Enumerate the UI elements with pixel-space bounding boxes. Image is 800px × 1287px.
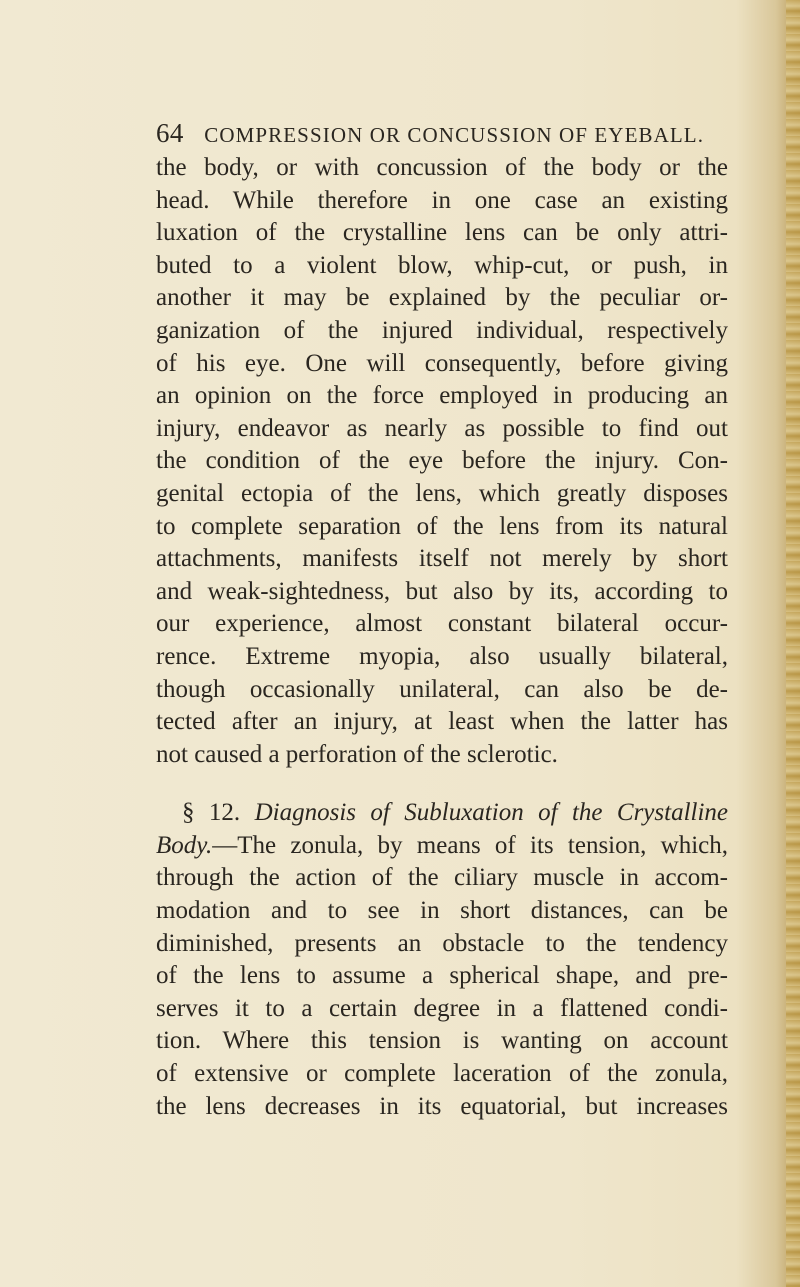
paragraph-gap bbox=[156, 771, 728, 797]
section-text-start: —The zonula, by means of its tension, which, bbox=[212, 831, 728, 859]
text-line: the lens decreases in its equatorial, but increases bbox=[156, 1092, 728, 1120]
text-line: modation and to see in short distances, can be bbox=[156, 897, 728, 925]
section-title: Diagnosis of Subluxation of the Crystalline bbox=[254, 799, 729, 827]
text-line: serves it to a certain degree in a flattened condi- bbox=[156, 994, 728, 1022]
section-title-end: Body. bbox=[156, 831, 213, 859]
text-line: not caused a perforation of the sclerotic. bbox=[156, 740, 558, 768]
text-line: attachments, manifests itself not merely by short bbox=[156, 545, 728, 573]
text-line: the body, or with concussion of the body or the bbox=[156, 154, 728, 181]
text-line: genital ectopia of the lens, which greatly disposes bbox=[156, 479, 728, 507]
page-edge bbox=[786, 0, 800, 1287]
text-line: tion. Where this tension is wanting on account bbox=[156, 1027, 728, 1055]
text-line: injury, endeavor as nearly as possible to find out bbox=[156, 414, 728, 442]
page-number: 64 bbox=[156, 118, 184, 148]
text-line: buted to a violent blow, whip-cut, or push, in bbox=[156, 251, 728, 279]
section-heading-line bbox=[156, 797, 728, 830]
section-marker: § 12. bbox=[182, 799, 241, 827]
section-12 bbox=[156, 797, 728, 1123]
text-line: though occasionally unilateral, can also be de- bbox=[156, 675, 728, 703]
text-line: another it may be explained by the peculiar or- bbox=[156, 284, 728, 312]
text-line: of the lens to assume a spherical shape, and pre- bbox=[156, 962, 728, 990]
text-line: to complete separation of the lens from its natural bbox=[156, 512, 728, 540]
paragraph-1 bbox=[156, 152, 728, 771]
text-line: of his eye. One will consequently, before giving bbox=[156, 349, 728, 377]
text-line: rence. Extreme myopia, also usually bilateral, bbox=[156, 642, 728, 670]
text-line: head. While therefore in one case an existing bbox=[156, 186, 728, 214]
text-line: diminished, presents an obstacle to the tendency bbox=[156, 929, 728, 957]
text-line: through the action of the ciliary muscle in accom- bbox=[156, 864, 728, 892]
text-line: our experience, almost constant bilateral occur- bbox=[156, 610, 728, 638]
text-line: the condition of the eye before the injury. Con- bbox=[156, 447, 728, 475]
running-header bbox=[156, 118, 716, 149]
text-line: of extensive or complete laceration of the zonula, bbox=[156, 1060, 728, 1088]
text-line bbox=[156, 830, 728, 863]
text-line: ganization of the injured individual, respectively bbox=[156, 316, 728, 344]
page-body bbox=[156, 152, 728, 1123]
text-line: an opinion on the force employed in producing an bbox=[156, 382, 728, 410]
text-line: and weak-sightedness, but also by its, according to bbox=[156, 577, 728, 605]
text-line: luxation of the crystalline lens can be only attri- bbox=[156, 219, 728, 247]
running-title: COMPRESSION OR CONCUSSION OF EYEBALL. bbox=[204, 123, 705, 147]
text-line: tected after an injury, at least when the latter has bbox=[156, 708, 728, 736]
